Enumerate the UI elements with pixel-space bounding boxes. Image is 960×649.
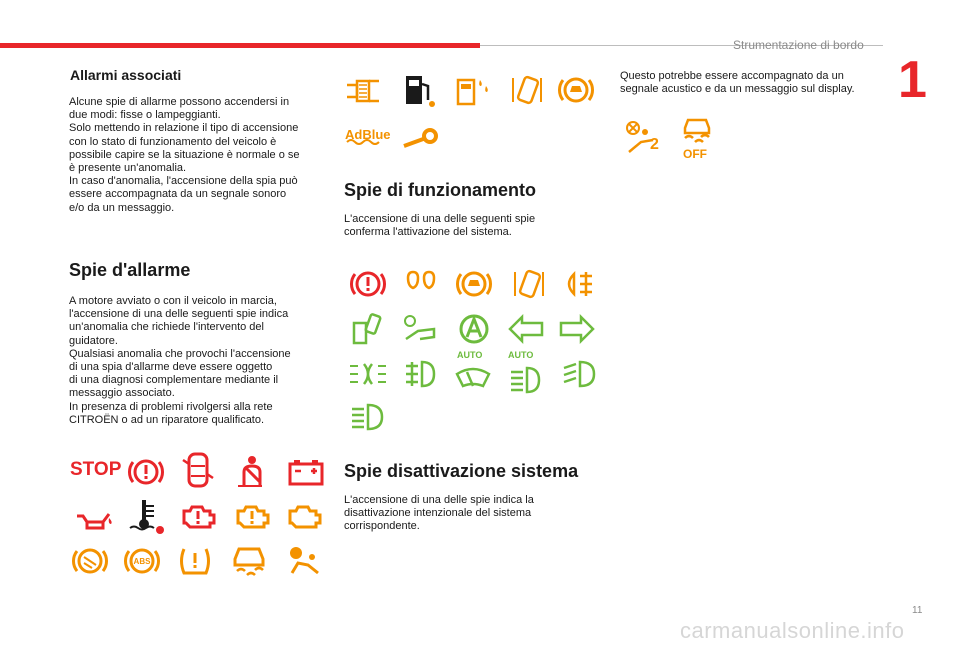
parking-brake-orange-icon (556, 72, 596, 108)
particle-filter-icon (343, 73, 383, 109)
service-alert-icon (126, 454, 166, 490)
allarmi-paragraph: Alcune spie di allarme possono accendersi in due modi: fisse o lampeggianti. Solo mettendo in relazione il tipo di accensione con lo stato di funzionamento del veicolo è possibile capire se la situazione è normale o se è presente un'anomalia. In caso d'anomalia, l'accensione della spia può essere accompagnata da un segnale sonoro e/o da un messaggio. (69, 96, 300, 214)
right-indicator-icon (557, 311, 597, 347)
header-red-bar (0, 43, 480, 48)
front-fog-lamp-icon (400, 356, 440, 392)
keyless-orange-icon (509, 266, 549, 302)
spie-allarme-paragraph: A motore avviato o con il veicolo in marcia, l'accensione di una delle seguenti spie indica un'anomalia che richiede l'intervento del guidatore. Qualsiasi anomalia che provochi l'accensione di una spia d'allarme deve essere oggetto di una diagnosi complementare mediante il messaggio associato. In presenza di problemi rivolgersi alla rete CITROËN o ad un riparatore qualificato. (69, 295, 291, 426)
brake-pads-icon (70, 543, 110, 579)
abs-icon (122, 543, 162, 579)
stability-off-label: OFF (683, 147, 707, 161)
parking-brake-red-icon (348, 266, 388, 302)
keyless-green-icon (348, 311, 388, 347)
lane-departure-off-icon (623, 118, 667, 158)
stop-start-icon (454, 311, 494, 347)
heading-spie-disattivazione: Spie disattivazione sistema (344, 461, 579, 481)
adblue-icon: AdBlue (345, 127, 391, 142)
heading-allarmi-associati: Allarmi associati (70, 67, 182, 83)
section-title: Strumentazione di bordo (733, 38, 864, 52)
adblue-wave-icon (345, 138, 385, 146)
page-number: 11 (912, 605, 923, 616)
dipped-beam-icon (560, 356, 600, 392)
auto-wipe-icon (453, 362, 493, 398)
glow-plug-icon (402, 266, 442, 302)
heading-spie-allarme: Spie d'allarme (69, 260, 191, 280)
fuel-water-icon (452, 72, 492, 108)
auto-wipe-label: AUTO (457, 350, 483, 360)
watermark: carmanualsonline.info (680, 618, 905, 643)
oil-pressure-icon (73, 502, 113, 538)
sidelights-icon (348, 356, 388, 392)
engine-fault-red-icon (178, 499, 218, 535)
tyre-pressure-icon (175, 543, 215, 579)
right-paragraph: Questo potrebbe essere accompagnato da un segnale acustico e da un messaggio sul display. (620, 70, 855, 96)
engine-fault-orange-icon (232, 499, 272, 535)
funzionamento-paragraph: L'accensione di una delle seguenti spie conferma l'attivazione del sistema. (344, 213, 536, 239)
coolant-temperature-icon (126, 498, 166, 534)
seatbelt-icon (230, 454, 270, 490)
door-open-icon (178, 452, 218, 488)
stability-off-icon (679, 116, 715, 144)
stability-control-icon (229, 543, 269, 579)
abs-label: ABS (133, 557, 151, 566)
stop-icon: STOP (70, 459, 122, 480)
auto-lights-icon (505, 362, 545, 398)
main-beam-icon (348, 399, 388, 435)
heading-spie-funzionamento: Spie di funzionamento (344, 180, 536, 200)
airbag-icon (284, 543, 324, 579)
fuel-low-icon (398, 72, 438, 108)
engine-autodiagnosis-icon (284, 499, 324, 535)
lane-departure-number: 2 (650, 136, 659, 153)
wrench-icon (400, 124, 440, 160)
auto-parking-brake-icon (454, 266, 494, 302)
battery-icon (286, 455, 326, 491)
disattivazione-paragraph: L'accensione di una delle spie indica la disattivazione intenzionale del sistema corrispondente. (344, 494, 534, 533)
chapter-number: 1 (898, 51, 927, 109)
rear-fog-lamp-icon (560, 266, 600, 302)
auto-lights-label: AUTO (508, 350, 534, 360)
left-indicator-icon (506, 311, 546, 347)
keyless-icon (507, 72, 547, 108)
cruise-control-icon (400, 311, 440, 347)
